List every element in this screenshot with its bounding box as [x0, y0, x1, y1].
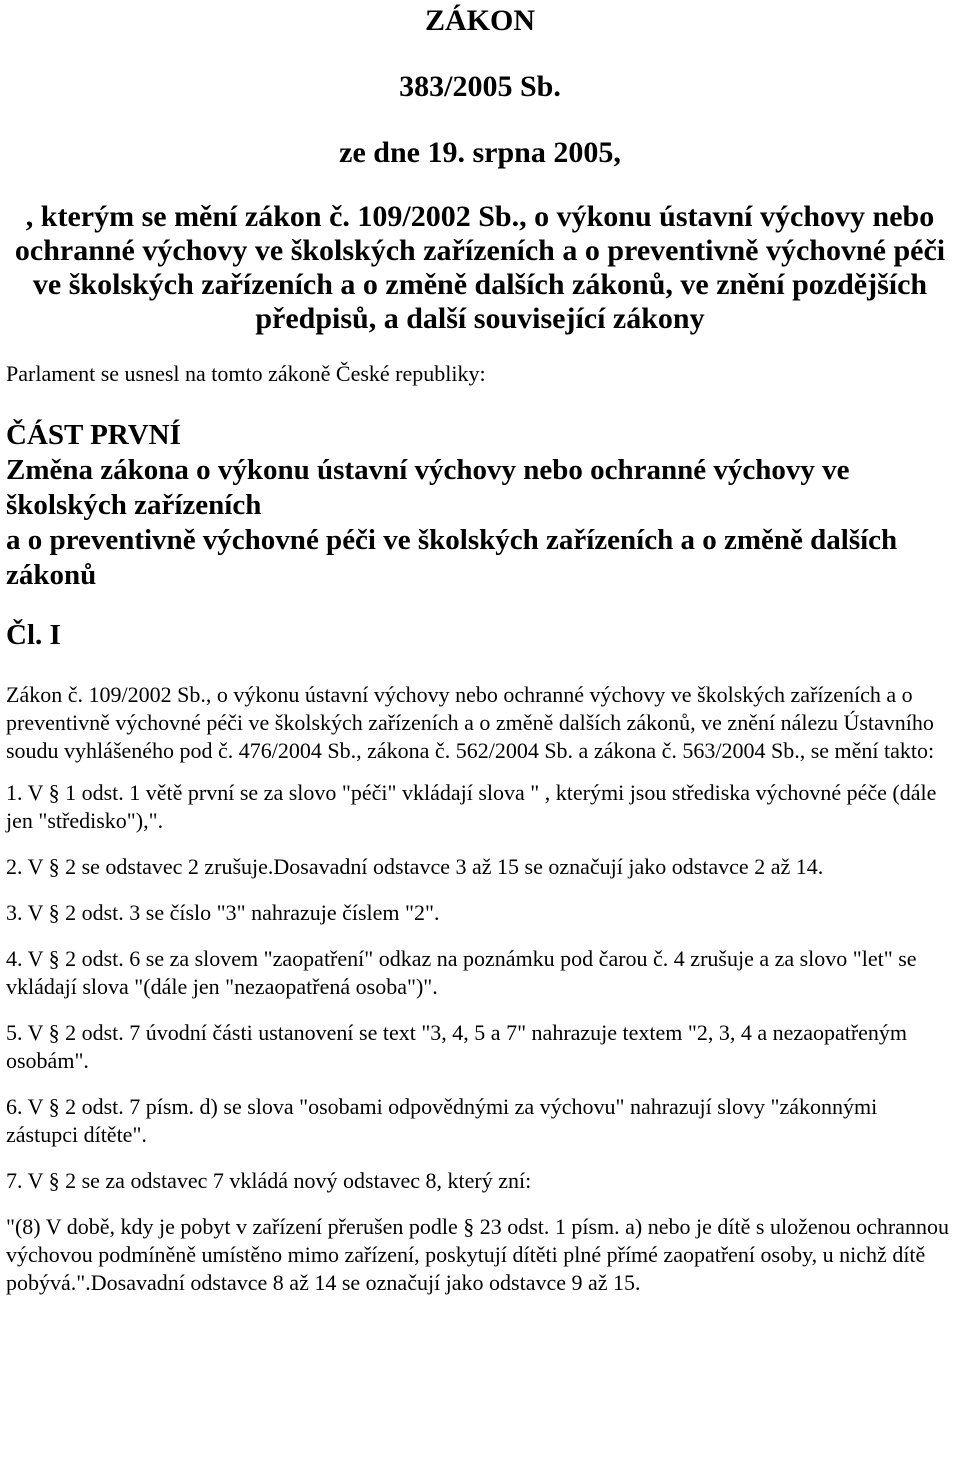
- amendment-quote: "(8) V době, kdy je pobyt v zařízení přerušen podle § 23 odst. 1 písm. a) nebo je dítě s uloženou ochrannou výchovou podmíněně umístěno mimo zařízení, poskytují dítěti plné přímé zaopatření osoby, u nichž dítě pobývá.".Dosavadní odstavce 8 až 14 se označují jako odstavce 9 až 15.: [6, 1214, 949, 1295]
- amendment-item-1: 1. V § 1 odst. 1 větě první se za slovo "péči" vkládají slova " , kterými jsou střediska výchovné péče (dále jen "středisko"),".: [6, 780, 937, 833]
- part-title-line-1: Změna zákona o výkonu ústavní výchovy nebo ochranné výchovy ve školských zařízeních: [6, 454, 850, 521]
- amendment-item-3: 3. V § 2 odst. 3 se číslo "3" nahrazuje číslem "2".: [6, 900, 440, 925]
- article-body: [6, 681, 954, 1315]
- amendment-item-7: 7. V § 2 se za odstavec 7 vkládá nový odstavec 8, který zní:: [6, 1168, 532, 1193]
- law-date: ze dne 19. srpna 2005,: [339, 136, 621, 169]
- amendment-item-2: 2. V § 2 se odstavec 2 zrušuje.Dosavadní odstavce 3 až 15 se označují jako odstavce 2 až 14.: [6, 854, 824, 879]
- amendment-item-6: 6. V § 2 odst. 7 písm. d) se slova "osobami odpovědnými za výchovu" nahrazují slovy "zákonnými zástupci dítěte".: [6, 1094, 878, 1147]
- part-title-line-2: a o preventivně výchovné péči ve školských zařízeních a o změně dalších zákonů: [6, 524, 898, 591]
- law-subject: , kterým se mění zákon č. 109/2002 Sb., o výkonu ústavní výchovy nebo ochranné výchovy ve školských zařízeních a o preventivně výchovné péči ve školských zařízeních a o změně dalších zákonů, ve znění pozdějších předpisů, a další související zákony: [14, 200, 946, 335]
- enacting-clause: Parlament se usnesl na tomto zákoně České republiky:: [6, 361, 486, 386]
- amendment-item-4: 4. V § 2 odst. 6 se za slovem "zaopatření" odkaz na poznámku pod čarou č. 4 zrušuje a za slovo "let" se vkládají slova "(dále jen "nezaopatřená osoba")".: [6, 946, 917, 999]
- lead-paragraph: Zákon č. 109/2002 Sb., o výkonu ústavní výchovy nebo ochranné výchovy ve školských zařízeních a o preventivně výchovné péči ve školských zařízeních a o změně dalších zákonů, ve znění nálezu Ústavního soudu vyhlášeného pod č. 476/2004 Sb., zákona č. 562/2004 Sb. a zákona č. 563/2004 Sb., se mění takto:: [6, 682, 935, 763]
- document-header: [0, 0, 960, 336]
- part-label: ČÁST PRVNÍ: [6, 419, 181, 451]
- amendment-item-5: 5. V § 2 odst. 7 úvodní části ustanovení se text "3, 4, 5 a 7" nahrazuje textem "2, 3, 4 a nezaopatřeným osobám".: [6, 1020, 908, 1073]
- article-heading: Čl. I: [6, 619, 61, 651]
- document-title: ZÁKON: [424, 4, 535, 37]
- law-number: 383/2005 Sb.: [399, 70, 561, 103]
- part-heading: [6, 418, 954, 593]
